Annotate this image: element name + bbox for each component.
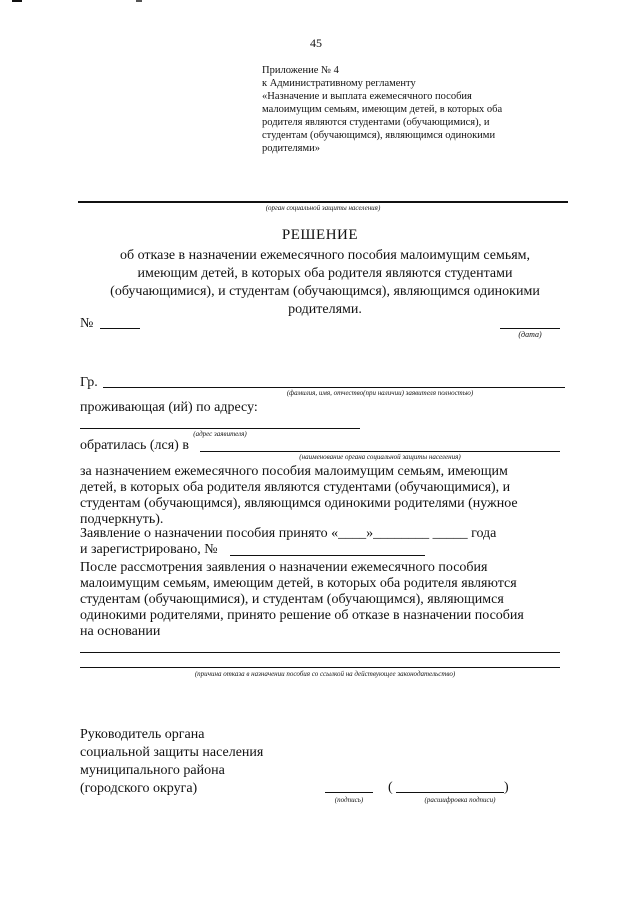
citizen-caption: (фамилия, имя, отчество(при наличии) заявителя полностью) <box>286 389 474 397</box>
signatory-line: муниципального района <box>80 763 225 778</box>
appealed-caption: (наименование органа социальной защиты населения) <box>299 453 461 461</box>
decoding-caption: (расшифровка подписи) <box>424 796 496 804</box>
paragraph-line: студентам (обучающимися), и студентам (обучающимся), являющимся <box>80 592 504 607</box>
appealed-label: обратилась (лся) в <box>80 438 189 453</box>
registration-date-line: Заявление о назначении пособия принято «____»________ _____ года <box>80 526 497 541</box>
paragraph-line: После рассмотрения заявления о назначении ежемесячного пособия <box>80 560 488 575</box>
address-line <box>80 428 360 429</box>
registration-number-label: и зарегистрировано, № <box>80 542 218 557</box>
appendix-line: к Административному регламенту <box>262 78 416 89</box>
decoding-close-bracket: ) <box>504 780 509 795</box>
decoding-line <box>396 792 504 793</box>
subtitle-line: (обучающимися), и студентам (обучающимся), являющимся одинокими <box>110 284 540 299</box>
signature-line <box>325 792 373 793</box>
org-caption: (орган социальной защиты населения) <box>265 204 381 212</box>
paragraph-line: за назначением ежемесячного пособия малоимущим семьям, имеющим <box>80 464 508 479</box>
citizen-name-line <box>103 387 565 388</box>
org-field-line <box>78 201 568 203</box>
date-caption: (дата) <box>518 330 542 339</box>
appendix-line: студентам (обучающимся), являющимся одинокими <box>262 130 496 141</box>
signatory-line: Руководитель органа <box>80 727 205 742</box>
subtitle-line: родителями. <box>288 302 362 317</box>
scan-mark <box>12 0 22 2</box>
purpose-paragraph <box>80 464 570 528</box>
appendix-line: родителя являются студентами (обучающимися), и <box>262 117 490 128</box>
registration-number-line <box>230 555 425 556</box>
reason-line <box>80 667 560 668</box>
paragraph-line: детей, в которых оба родителя являются студентами (обучающимися), и <box>80 480 511 495</box>
appendix-line: «Назначение и выплата ежемесячного пособия <box>262 91 472 102</box>
page-number: 45 <box>310 36 322 50</box>
decoding-open-bracket: ( <box>388 780 393 795</box>
address-label: проживающая (ий) по адресу: <box>80 400 258 415</box>
document-subtitle <box>80 247 570 319</box>
signatory-title <box>80 726 263 798</box>
decision-number-line <box>100 328 140 329</box>
signatory-line: (городского округа) <box>80 781 198 796</box>
decision-paragraph <box>80 560 570 640</box>
citizen-label: Гр. <box>80 375 98 390</box>
scan-mark <box>136 0 142 2</box>
appealed-org-line <box>200 451 560 452</box>
appendix-note <box>262 64 592 155</box>
decision-number-label: № <box>80 316 94 331</box>
signature-caption: (подпись) <box>334 796 364 804</box>
paragraph-line: одинокими родителями, принято решение об отказе в назначении пособия <box>80 608 524 623</box>
paragraph-line: подчеркнуть). <box>80 512 164 527</box>
paragraph-line: студентам (обучающимся), являющимся одинокими родителями (нужное <box>80 496 518 511</box>
appendix-line: Приложение № 4 <box>262 65 339 76</box>
subtitle-line: имеющим детей, в которых оба родителя являются студентами <box>137 266 513 281</box>
address-caption: (адрес заявителя) <box>193 430 247 438</box>
document-title: РЕШЕНИЕ <box>281 227 359 243</box>
signatory-line: социальной защиты населения <box>80 745 264 760</box>
appendix-line: родителями» <box>262 143 320 154</box>
appendix-line: малоимущим семьям, имеющим детей, в которых оба <box>262 104 503 115</box>
subtitle-line: об отказе в назначении ежемесячного пособия малоимущим семьям, <box>119 248 531 263</box>
reason-line <box>80 652 560 653</box>
paragraph-line: малоимущим семьям, имеющим детей, в которых оба родителя являются <box>80 576 517 591</box>
paragraph-line: на основании <box>80 624 161 639</box>
date-line <box>500 328 560 329</box>
reason-caption: (причина отказа в назначении пособия со ссылкой на действующее законодательство) <box>194 670 456 678</box>
